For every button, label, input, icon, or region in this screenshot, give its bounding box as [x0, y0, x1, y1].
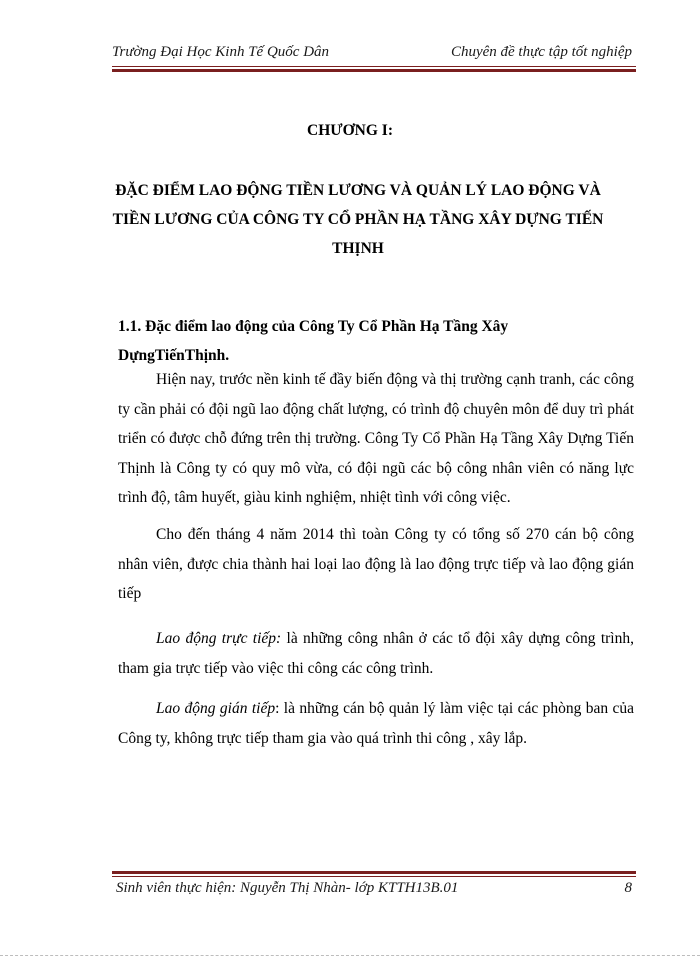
page-header — [112, 40, 632, 66]
chapter-title-line3: THỊNH — [332, 240, 384, 257]
chapter-title-line1: ĐẶC ĐIỂM LAO ĐỘNG TIỀN LƯƠNG VÀ QUẢN LÝ LAO ĐỘNG VÀ — [115, 182, 601, 199]
section-heading-line1: 1.1. Đặc điểm lao động của Công Ty Cổ Phần Hạ Tầng Xây — [118, 318, 509, 335]
indirect-labor-definition: : là những cán bộ quản lý làm việc tại các phòng ban của Công ty, không trực tiếp tham gia vào quá trình thi công , xây lắp. — [118, 700, 634, 747]
chapter-label: CHƯƠNG I: — [307, 122, 393, 139]
direct-labor-definition: là những công nhân ở các tổ đội xây dựng công trình, tham gia trực tiếp vào việc thi công các công trình. — [118, 630, 634, 677]
section-heading-line2: DựngTiếnThịnh. — [118, 347, 230, 364]
page-footer — [112, 880, 636, 902]
section-heading — [118, 312, 638, 370]
paragraph-staff-count: Cho đến tháng 4 năm 2014 thì toàn Công ty có tổng số 270 cán bộ công nhân viên, được chia thành hai loại lao động là lao động trực tiếp và lao động gián tiếp — [118, 526, 634, 602]
term-direct-labor: Lao động trực tiếp: — [156, 630, 282, 647]
paragraph-intro: Hiện nay, trước nền kinh tế đầy biến động và thị trường cạnh tranh, các công ty cần phải có đội ngũ lao động chất lượng, có trình độ chuyên môn để duy trì phát triển có được chỗ đứng trên thị trường. Công Ty Cổ Phần Hạ Tầng Xây Dựng Tiến Thịnh là Công ty có quy mô vừa, có đội ngũ các bộ công nhân viên có năng lực trình độ, tâm huyết, giàu kinh nghiệm, nhiệt tình với công việc. — [118, 371, 634, 506]
header-divider — [112, 66, 636, 72]
footer-author: Sinh viên thực hiện: Nguyễn Thị Nhàn- lớp KTTH13B.01 — [116, 880, 459, 896]
paragraph-direct-labor — [118, 624, 634, 683]
chapter-title — [98, 176, 618, 263]
header-school: Trường Đại Học Kinh Tế Quốc Dân — [112, 44, 330, 60]
footer-divider — [112, 871, 636, 877]
paragraph-indirect-labor — [118, 694, 634, 753]
chapter-title-line2: TIỀN LƯƠNG CỦA CÔNG TY CỔ PHẦN HẠ TẦNG XÂY DỰNG TIẾN — [112, 211, 604, 228]
header-report-type: Chuyên đề thực tập tốt nghiệp — [450, 44, 632, 60]
page-edge-divider — [0, 955, 700, 956]
page-number: 8 — [624, 880, 632, 896]
term-indirect-labor: Lao động gián tiếp — [156, 700, 276, 717]
